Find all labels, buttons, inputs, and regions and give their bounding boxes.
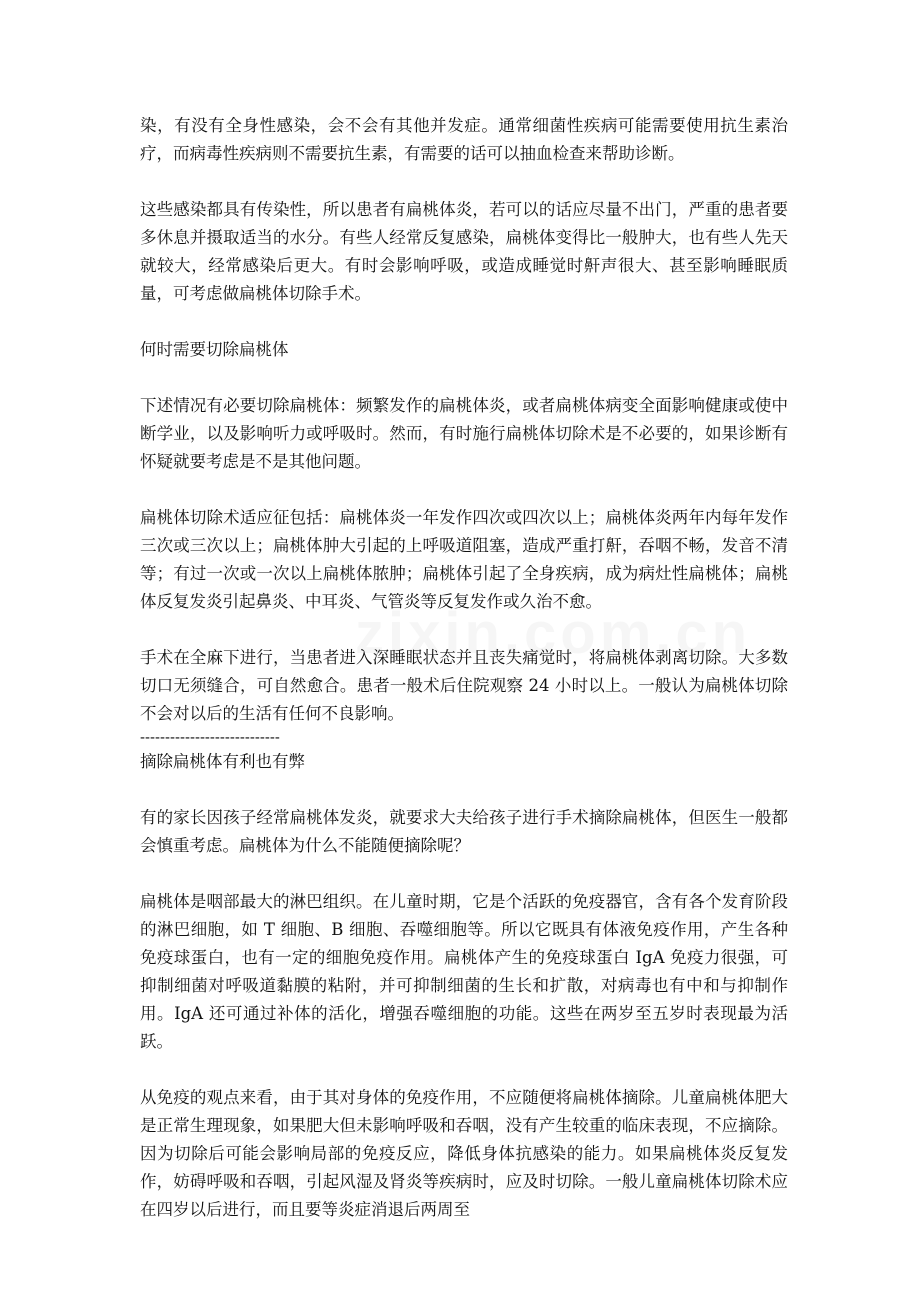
section-divider: ---------------------------- [140,729,280,746]
paragraph-diagnosis: 染，有没有全身性感染，会不会有其他并发症。通常细菌性疾病可能需要使用抗生素治疗，而病毒性疾病则不需要抗生素，有需要的话可以抽血检查来帮助诊断。 [140,116,788,163]
document-body [140,112,788,1224]
paragraph-immune-organ: 扁桃体是咽部最大的淋巴组织。在儿童时期，它是个活跃的免疫器官，含有各个发育阶段的淋巴细胞，如 T 细胞、B 细胞、吞噬细胞等。所以它既具有体液免疫作用，产生各种免疫球蛋白，也有一定的细胞免疫作用。扁桃体产生的免疫球蛋白 IgA 免疫力很强，可抑制细菌对呼吸道黏膜的粘附，并可抑制细菌的生长和扩散，对病毒也有中和与抑制作用。IgA 还可通过补体的活化，增强吞噬细胞的功能。这些在两岁至五岁时表现最为活跃。 [140,892,788,1051]
heading-pros-cons: 摘除扁桃体有利也有弊 [140,752,305,771]
paragraph-parents: 有的家长因孩子经常扁桃体发炎，就要求大夫给孩子进行手术摘除扁桃体，但医生一般都会慎重考虑。扁桃体为什么不能随便摘除呢？ [140,808,788,855]
paragraph-surgery: 手术在全麻下进行，当患者进入深睡眠状态并且丧失痛觉时，将扁桃体剥离切除。大多数切口无须缝合，可自然愈合。患者一般术后住院观察 24 小时以上。一般认为扁桃体切除不会对以后的生活有任何不良影响。 [140,648,788,723]
paragraph-contagious: 这些感染都具有传染性，所以患者有扁桃体炎，若可以的话应尽量不出门，严重的患者要多休息并摄取适当的水分。有些人经常反复感染，扁桃体变得比一般肿大，也有些人先天就较大，经常感染后更大。有时会影响呼吸，或造成睡觉时鼾声很大、甚至影响睡眠质量，可考虑做扁桃体切除手术。 [140,200,788,303]
heading-when-to-remove: 何时需要切除扁桃体 [140,340,289,359]
paragraph-immunity-view: 从免疫的观点来看，由于其对身体的免疫作用，不应随便将扁桃体摘除。儿童扁桃体肥大是正常生理现象，如果肥大但未影响呼吸和吞咽，没有产生较重的临床表现，不应摘除。因为切除后可能会影响局部的免疫反应，降低身体抗感染的能力。如果扁桃体炎反复发作，妨碍呼吸和吞咽，引起风湿及肾炎等疾病时，应及时切除。一般儿童扁桃体切除术应在四岁以后进行，而且要等炎症消退后两周至 [140,1088,788,1219]
paragraph-removal-cases: 下述情况有必要切除扁桃体：频繁发作的扁桃体炎，或者扁桃体病变全面影响健康或使中断学业，以及影响听力或呼吸时。然而，有时施行扁桃体切除术是不必要的，如果诊断有怀疑就要考虑是不是其他问题。 [140,396,788,471]
paragraph-indications: 扁桃体切除术适应征包括：扁桃体炎一年发作四次或四次以上；扁桃体炎两年内每年发作三次或三次以上；扁桃体肿大引起的上呼吸道阻塞，造成严重打鼾，吞咽不畅，发音不清等；有过一次或一次以上扁桃体脓肿；扁桃体引起了全身疾病，成为病灶性扁桃体；扁桃体反复发炎引起鼻炎、中耳炎、气管炎等反复发作或久治不愈。 [140,508,788,611]
